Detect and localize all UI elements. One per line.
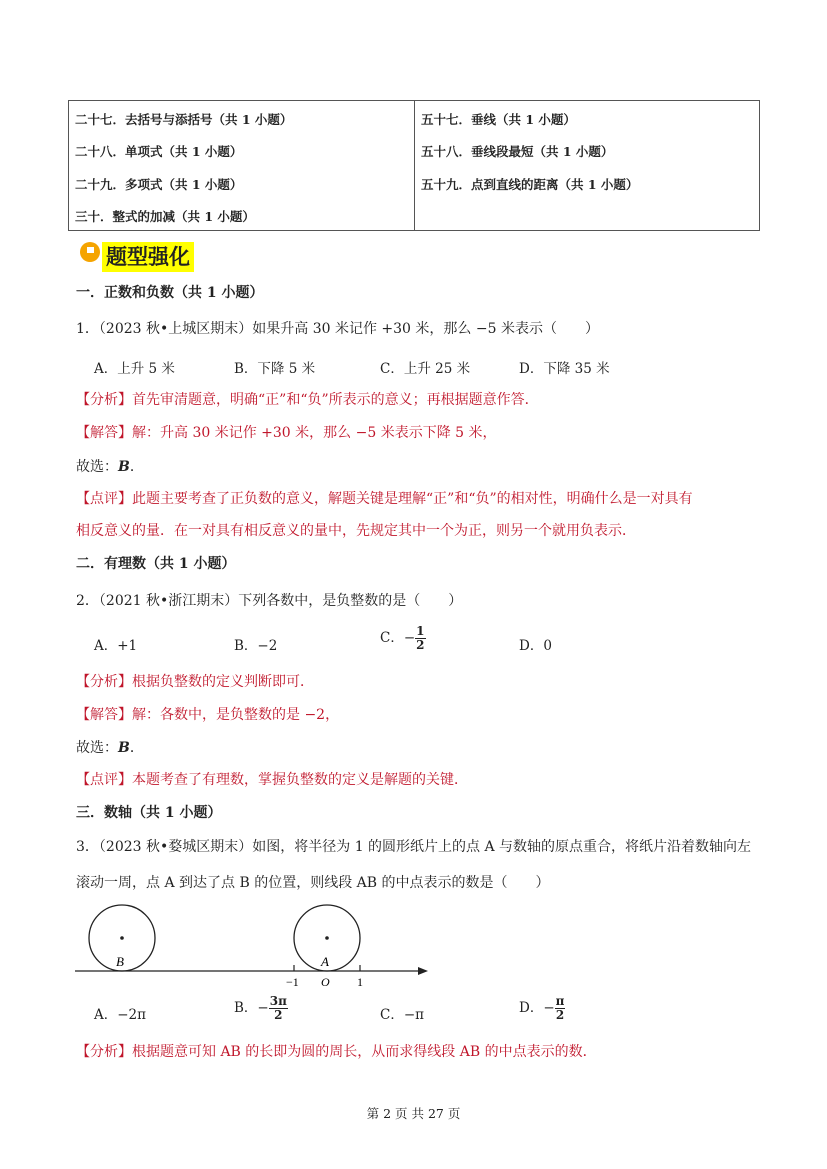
comment-text-cont: 相反意义的量．在一对具有相反意义的量中，先规定其中一个为正，则另一个就用负表示．	[76, 523, 636, 539]
circle-a-center	[325, 936, 329, 940]
question-stem-cont: 滚动一周，点 A 到达了点 B 的位置，则线段 AB 的中点表示的数是（ ）	[76, 875, 550, 891]
answer-text: 解：各数中，是负整数的是 −2，	[132, 707, 340, 723]
analysis-text: 根据负整数的定义判断即可．	[132, 674, 314, 690]
section-heading: 一．正数和负数（共 1 小题）	[76, 285, 264, 301]
banner-title: 题型强化	[102, 242, 194, 272]
option-b: B．下降 5 米	[234, 361, 316, 377]
option-c	[380, 625, 426, 652]
option-c-prefix: C．−	[380, 630, 416, 646]
toc-item: 五十八．垂线段最短（共 1 小题）	[421, 144, 614, 159]
choice-value: B	[118, 740, 130, 756]
option-d	[519, 995, 565, 1022]
question-stem: 2．（2021 秋•浙江期末）下列各数中，是负整数的是（ ）	[76, 593, 463, 609]
option-d: D．下降 35 米	[519, 361, 610, 377]
option-a: A．−2π	[94, 1007, 147, 1023]
toc-item: 五十九．点到直线的距离（共 1 小题）	[421, 177, 639, 192]
analysis	[76, 389, 539, 409]
number-line-figure	[70, 900, 440, 992]
analysis-tag: 【分析】	[76, 674, 132, 690]
choice-suffix: ．	[129, 740, 144, 756]
label-neg1: −1	[286, 975, 299, 989]
answer	[76, 422, 497, 442]
option-a: A．上升 5 米	[94, 361, 175, 377]
analysis	[76, 671, 314, 691]
option-d-prefix: D．−	[519, 1000, 555, 1016]
analysis	[76, 1041, 597, 1061]
comment-text: 此题主要考查了正负数的意义，解题关键是理解“正”和“负”的相对性，明确什么是一对具有	[132, 491, 693, 507]
axis-arrow	[418, 967, 428, 975]
circle-b-center	[120, 936, 124, 940]
label-origin: O	[321, 975, 330, 989]
section-heading: 三．数轴（共 1 小题）	[76, 805, 222, 821]
fraction-numerator: π	[555, 994, 565, 1008]
answer-tag: 【解答】	[76, 707, 132, 723]
answer-text: 解：升高 30 米记作 +30 米，那么 −5 米表示下降 5 米，	[132, 425, 497, 441]
toc-item: 五十七．垂线（共 1 小题）	[421, 112, 576, 127]
toc-item: 三十．整式的加减（共 1 小题）	[75, 209, 255, 224]
fraction-denominator: 2	[555, 1008, 565, 1022]
label-1: 1	[357, 975, 363, 989]
answer-tag: 【解答】	[76, 425, 132, 441]
toc-item: 二十七．去括号与添括号（共 1 小题）	[75, 112, 293, 127]
fraction	[415, 625, 425, 652]
option-b-prefix: B．−	[234, 1000, 269, 1016]
analysis-text: 根据题意可知 AB 的长即为圆的周长，从而求得线段 AB 的中点表示的数．	[132, 1044, 597, 1060]
choice-suffix: ．	[129, 459, 144, 475]
question-stem: 3．（2023 秋•婺城区期末）如图，将半径为 1 的圆形纸片上的点 A 与数轴的原点重合，将纸片沿着数轴向左	[76, 839, 752, 855]
fraction-numerator: 3π	[269, 994, 287, 1008]
option-b: B．−2	[234, 638, 278, 654]
comment	[76, 769, 468, 789]
analysis-text: 首先审清题意，明确“正”和“负”所表示的意义；再根据题意作答．	[132, 392, 539, 408]
option-b	[234, 995, 288, 1022]
question-stem: 1．（2023 秋•上城区期末）如果升高 30 米记作 +30 米，那么 −5 米表示（ ）	[76, 321, 599, 337]
option-c: C．−π	[380, 1007, 425, 1023]
toc-item: 二十九．多项式（共 1 小题）	[75, 177, 243, 192]
option-a: A．+1	[94, 638, 138, 654]
label-a: A	[321, 954, 329, 969]
fraction-numerator: 1	[416, 624, 425, 638]
comment-tag: 【点评】	[76, 772, 132, 788]
choice-line	[76, 456, 144, 476]
option-c: C．上升 25 米	[380, 361, 471, 377]
fraction	[269, 995, 288, 1022]
toc-item: 二十八．单项式（共 1 小题）	[75, 144, 243, 159]
page-footer: 第 2 页 共 27 页	[366, 1106, 461, 1121]
fraction-denominator: 2	[274, 1008, 283, 1022]
choice-prefix: 故选：	[76, 740, 118, 756]
choice-line	[76, 737, 144, 757]
flag-icon	[80, 242, 100, 262]
choice-prefix: 故选：	[76, 459, 118, 475]
analysis-tag: 【分析】	[76, 1044, 132, 1060]
analysis-tag: 【分析】	[76, 392, 132, 408]
comment	[76, 488, 693, 508]
label-b: B	[116, 954, 124, 969]
fraction-denominator: 2	[416, 638, 425, 652]
section-heading: 二．有理数（共 1 小题）	[76, 556, 236, 572]
topic-table	[68, 100, 760, 231]
choice-value: B	[118, 459, 130, 475]
table-divider	[414, 101, 415, 230]
comment-tag: 【点评】	[76, 491, 132, 507]
option-d: D．0	[519, 638, 552, 654]
fraction	[555, 995, 566, 1022]
answer	[76, 704, 339, 724]
comment-text: 本题考查了有理数，掌握负整数的定义是解题的关键．	[132, 772, 468, 788]
